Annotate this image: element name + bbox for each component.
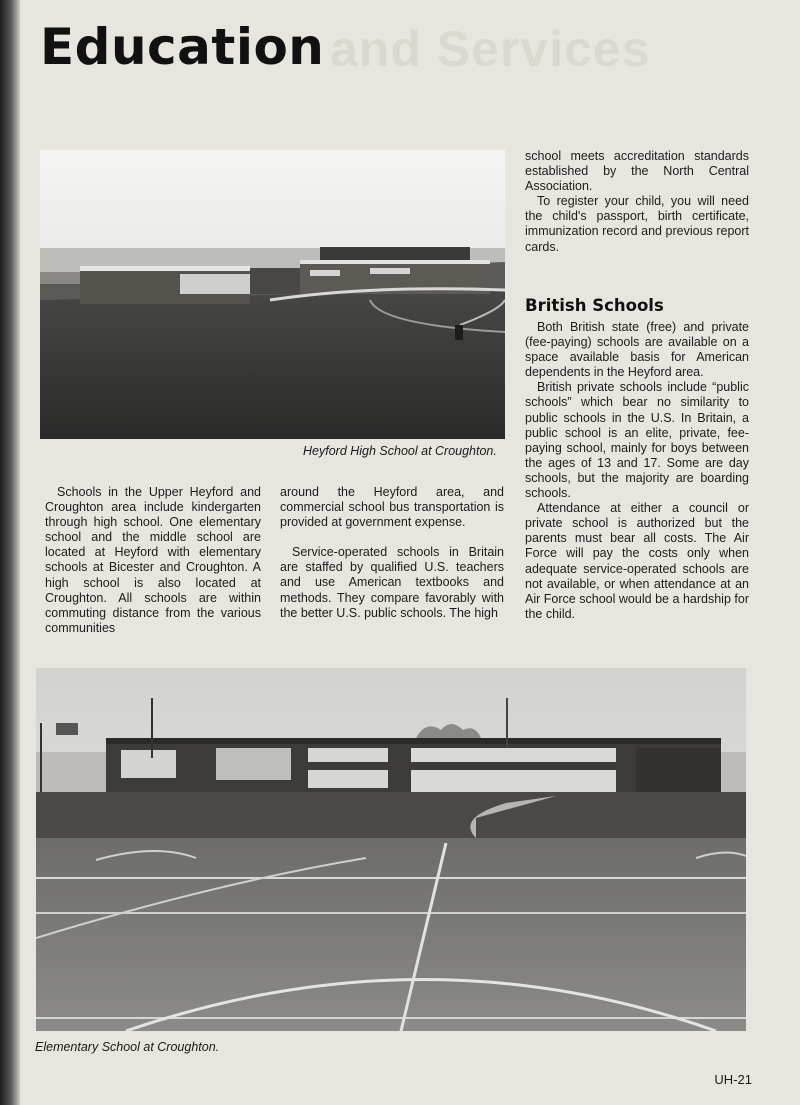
british-schools-heading: British Schools: [525, 296, 664, 315]
paragraph: school meets accreditation standards established by the North Central Association.: [525, 149, 749, 194]
elementary-school-photo: [36, 668, 746, 1031]
right-text-column-top: [525, 149, 749, 255]
elementary-school-caption: Elementary School at Croughton.: [35, 1040, 220, 1054]
page-number: UH-21: [714, 1072, 752, 1087]
paragraph: around the Heyford area, and commercial school bus transportation is provided at government expense.: [280, 485, 504, 530]
paragraph: British private schools include “public schools” which bear no similarity to public schools in the U.S. In Britain, a public school is an elite, private, fee-paying school, mainly for boys between the ages of 13 and 17. Some are day schools, but the majority are boarding schools.: [525, 380, 749, 501]
high-school-photo: [40, 150, 505, 439]
paragraph: Attendance at either a council or private school is authorized but the parents must bear all costs. The Air Force will pay the costs only when adequate service-operated schools are not available, or when attendance at an Air Force school would be a hardship for the child.: [525, 501, 749, 621]
paragraph: Both British state (free) and private (fee-paying) schools are available on a space available basis for American dependents in the Heyford area.: [525, 320, 749, 380]
right-text-column-british: [525, 320, 749, 622]
page-title: Education: [40, 18, 325, 76]
left-text-column: [45, 485, 261, 636]
paragraph: To register your child, you will need the child's passport, birth certificate, immunization record and previous report cards.: [525, 194, 749, 254]
paragraph: Service-operated schools in Britain are staffed by qualified U.S. teachers and use American textbooks and methods. They compare favorably with the better U.S. public schools. The high: [280, 545, 504, 620]
middle-text-column: [280, 485, 504, 621]
page-binding-shadow: [0, 0, 20, 1105]
high-school-caption: Heyford High School at Croughton.: [303, 444, 497, 458]
paragraph: Schools in the Upper Heyford and Croughton area include kindergarten through high school. One elementary school and the middle school are located at Heyford with elementary schools at Bicester and Croughton. A high school is also located at Croughton. All schools are within commuting distance from the various communities: [45, 485, 261, 635]
bleed-through-heading: and Services: [330, 21, 651, 77]
